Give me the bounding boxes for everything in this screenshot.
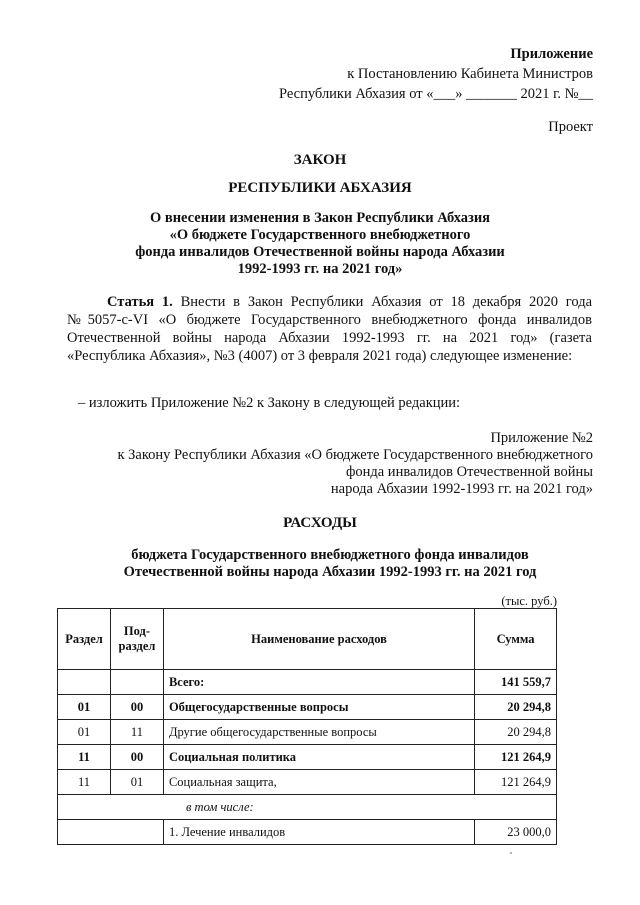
appendix-line-2: Республики Абхазия от «___» _______ 2021 г. №__ xyxy=(279,86,593,102)
table-row xyxy=(58,695,557,720)
row-amount: 20 294,8 xyxy=(475,720,557,745)
row-name: Другие общегосударственные вопросы xyxy=(163,720,474,745)
col-header-section: Раздел xyxy=(58,609,111,670)
table-header-row xyxy=(58,609,557,670)
row-name: Социальная защита, xyxy=(163,770,474,795)
table-row xyxy=(58,720,557,745)
law-title: ЗАКОН xyxy=(293,152,347,168)
row-amount: 121 264,9 xyxy=(475,745,557,770)
row-section: 11 xyxy=(58,770,111,795)
law-subtitle-4: 1992-1993 гг. на 2021 год» xyxy=(237,261,403,277)
table-row xyxy=(58,820,557,845)
row-subsection: 00 xyxy=(110,745,163,770)
article-label: Статья 1. xyxy=(107,294,173,310)
row-section: 11 xyxy=(58,745,111,770)
including-label: в том числе: xyxy=(58,795,557,820)
row-name: 1. Лечение инвалидов xyxy=(163,820,474,845)
row-amount: 23 000,0 xyxy=(475,820,557,845)
law-subtitle-1: О внесении изменения в Закон Республики Абхазия xyxy=(149,210,491,226)
expenses-subheading-1: бюджета Государственного внебюджетного фонда инвалидов xyxy=(131,547,529,563)
row-amount: 20 294,8 xyxy=(475,695,557,720)
law-republic: РЕСПУБЛИКИ АБХАЗИЯ xyxy=(228,180,412,196)
table-row xyxy=(58,770,557,795)
row-name: Социальная политика xyxy=(163,745,474,770)
draft-label: Проект xyxy=(548,119,593,135)
appendix2-line-1: к Закону Республики Абхазия «О бюджете Государственного внебюджетного xyxy=(117,447,593,463)
law-subtitle-3: фонда инвалидов Отечественной войны народа Абхазии xyxy=(135,244,505,260)
appendix2-title: Приложение №2 xyxy=(490,430,593,446)
appendix-line-1: к Постановлению Кабинета Министров xyxy=(347,66,593,82)
appendix-title: Приложение xyxy=(510,46,593,62)
row-subsection: 01 xyxy=(110,770,163,795)
article-paragraph xyxy=(67,293,592,365)
expenses-subheading-2: Отечественной войны народа Абхазии 1992-1993 гг. на 2021 год xyxy=(123,564,537,580)
row-section: 01 xyxy=(58,720,111,745)
expenses-heading: РАСХОДЫ xyxy=(283,515,357,531)
col-header-subsection: Под-раздел xyxy=(110,609,163,670)
total-amount: 141 559,7 xyxy=(475,670,557,695)
law-subtitle-2: «О бюджете Государственного внебюджетного xyxy=(169,227,471,243)
appendix2-line-2: фонда инвалидов Отечественной войны xyxy=(345,464,593,480)
total-label: Всего: xyxy=(163,670,474,695)
col-header-amount: Сумма xyxy=(475,609,557,670)
row-subsection: 11 xyxy=(110,720,163,745)
instruction-text: – изложить Приложение №2 к Закону в следующей редакции: xyxy=(78,395,461,411)
col-header-name: Наименование расходов xyxy=(163,609,474,670)
row-name: Общегосударственные вопросы xyxy=(163,695,474,720)
appendix2-line-3: народа Абхазии 1992-1993 гг. на 2021 год» xyxy=(330,481,593,497)
expenses-table xyxy=(57,608,557,845)
scan-speck xyxy=(510,852,512,854)
row-amount: 121 264,9 xyxy=(475,770,557,795)
including-row xyxy=(58,795,557,820)
article-text: Внести в Закон Республики Абхазия от 18 декабря 2020 года №5057-с-VI «О бюджете Государственного внебюджетного фонда инвалидов Отечественной войны народа Абхазии 1992-1993 гг. на 2021 год» (газета «Республика Абхазия», №3 (4007) от 3 февраля 2021 года) следующее изменение: xyxy=(67,294,593,364)
row-section: 01 xyxy=(58,695,111,720)
table-row xyxy=(58,745,557,770)
total-row xyxy=(58,670,557,695)
units-label: (тыс. руб.) xyxy=(501,594,557,608)
row-subsection: 00 xyxy=(110,695,163,720)
